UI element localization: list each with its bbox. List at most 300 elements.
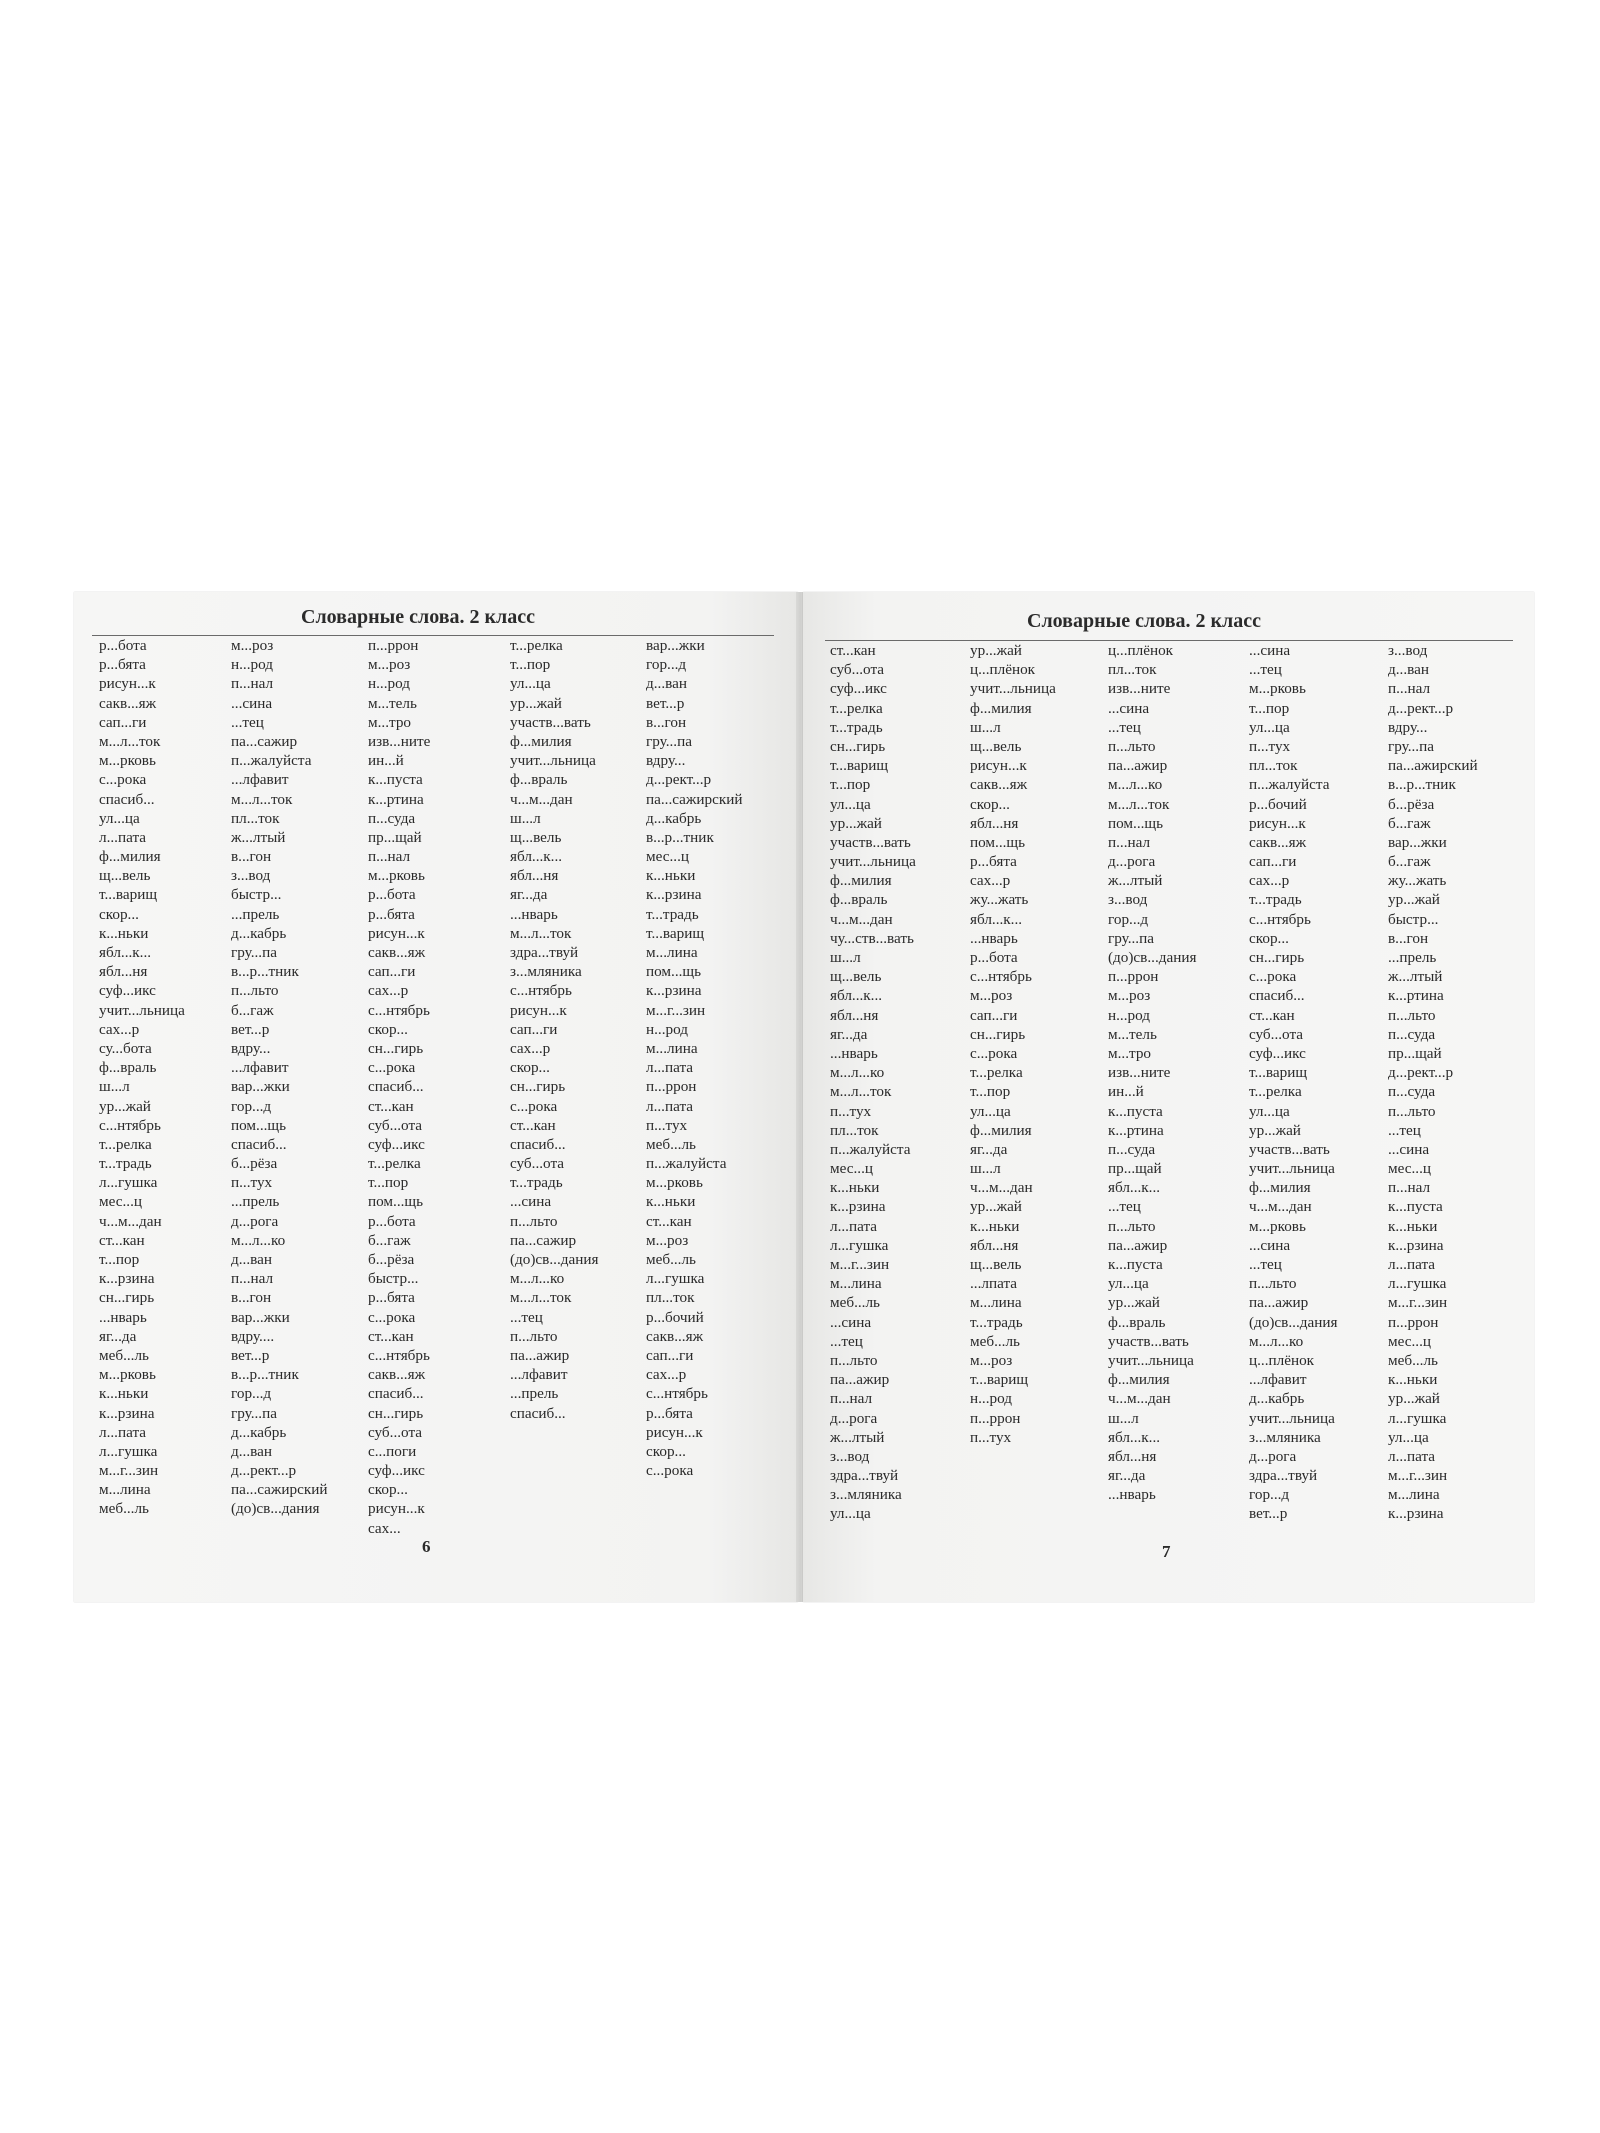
vocabulary-word: ябл...ня (510, 867, 559, 885)
vocabulary-word: м...лина (1388, 1486, 1440, 1504)
vocabulary-word: п...льто (510, 1327, 558, 1345)
vocabulary-word: рисун...к (99, 675, 156, 693)
vocabulary-word: сакв...яж (368, 944, 426, 961)
vocabulary-word: ...тец (830, 1332, 863, 1350)
vocabulary-word: п...льто (1108, 1217, 1156, 1235)
vocabulary-word: к...пуста (1108, 1102, 1163, 1120)
vocabulary-word: ур...жай (1249, 1121, 1301, 1139)
vocabulary-word: ф...милия (1249, 1179, 1311, 1197)
vocabulary-word: учит...льница (1249, 1160, 1335, 1178)
vocabulary-word: учит...льница (970, 680, 1056, 698)
vocabulary-word: ч...м...дан (970, 1179, 1033, 1197)
vocabulary-word: м...роз (646, 1231, 689, 1249)
left-page (74, 592, 798, 1602)
vocabulary-word: ябл...к... (1108, 1428, 1161, 1446)
vocabulary-word: ...тец (1249, 1256, 1282, 1273)
vocabulary-word: изв...ните (1108, 680, 1171, 698)
vocabulary-word: щ...вель (830, 968, 882, 986)
vocabulary-word: пом...щь (231, 1116, 287, 1134)
vocabulary-word: с...нтябрь (368, 1346, 430, 1364)
vocabulary-word: к...ртина (1108, 1121, 1164, 1139)
vocabulary-word: ш...л (830, 949, 861, 966)
vocabulary-word: л...гушка (1388, 1409, 1447, 1427)
vocabulary-word: сн...гирь (1249, 949, 1305, 966)
vocabulary-word: пр...щай (1388, 1044, 1442, 1062)
vocabulary-word: з...вод (231, 867, 271, 885)
right-page (803, 592, 1534, 1602)
vocabulary-word: па...ажир (1249, 1294, 1309, 1312)
vocabulary-word: ш...л (99, 1078, 130, 1096)
vocabulary-word: п...тух (830, 1102, 872, 1120)
word-column-4 (510, 636, 598, 1423)
vocabulary-word: м...тель (368, 694, 417, 712)
vocabulary-word: здра...твуй (510, 944, 579, 961)
vocabulary-word: щ...вель (510, 828, 562, 846)
vocabulary-word: гор...д (646, 656, 687, 674)
vocabulary-word: здра...твуй (1249, 1467, 1318, 1485)
vocabulary-word: сап...ги (99, 713, 147, 731)
vocabulary-word: вдру... (646, 752, 686, 770)
vocabulary-word: д...ван (646, 675, 687, 693)
vocabulary-word: ф...враль (510, 771, 568, 789)
vocabulary-word: ...тец (1249, 661, 1282, 679)
vocabulary-word: р...бочий (1249, 795, 1307, 813)
open-workbook-spread (74, 592, 1534, 1602)
vocabulary-word: ин...й (368, 752, 404, 770)
vocabulary-word: л...пата (830, 1217, 878, 1235)
vocabulary-word: л...гушка (646, 1270, 705, 1288)
page-title: Словарные слова. 2 класс (301, 606, 536, 628)
vocabulary-word: п...ррон (368, 637, 419, 654)
vocabulary-word: п...льто (1108, 737, 1156, 755)
vocabulary-word: п...нал (231, 675, 274, 693)
vocabulary-word: д...кабрь (646, 809, 702, 827)
vocabulary-word: ч...м...дан (1249, 1198, 1312, 1216)
vocabulary-word: вдру... (1388, 718, 1428, 736)
vocabulary-word: ...нварь (510, 905, 558, 923)
vocabulary-word: меб...ль (99, 1500, 149, 1518)
vocabulary-word: к...рзина (830, 1198, 886, 1216)
vocabulary-word: щ...вель (970, 1256, 1022, 1273)
vocabulary-word: н...род (231, 656, 273, 674)
vocabulary-word: ...тец (231, 713, 264, 731)
vocabulary-word: т...пор (368, 1174, 409, 1192)
vocabulary-word: р...бята (646, 1404, 693, 1422)
vocabulary-word: ин...й (1108, 1083, 1144, 1101)
vocabulary-word: м...лина (970, 1294, 1022, 1312)
vocabulary-word: р...бята (99, 656, 146, 674)
vocabulary-word: т...релка (830, 699, 883, 717)
vocabulary-word: ул...ца (1249, 1102, 1290, 1120)
vocabulary-word: пл...ток (1249, 757, 1298, 775)
vocabulary-word: ф...враль (99, 1059, 157, 1077)
vocabulary-word: ябл...ня (99, 963, 148, 981)
vocabulary-word: яг...да (510, 886, 548, 904)
vocabulary-word: ул...ца (970, 1102, 1011, 1120)
word-column-1 (99, 636, 185, 1519)
vocabulary-word: скор... (368, 1020, 408, 1038)
vocabulary-word: сап...ги (970, 1006, 1018, 1024)
vocabulary-word: ...прель (231, 905, 280, 923)
vocabulary-word: ш...л (970, 1160, 1001, 1178)
vocabulary-word: мес...ц (1388, 1160, 1431, 1178)
vocabulary-word: вар...жки (231, 1308, 290, 1326)
vocabulary-word: яг...да (1108, 1467, 1146, 1485)
vocabulary-word: скор... (510, 1059, 550, 1077)
vocabulary-word: т...релка (970, 1064, 1023, 1082)
vocabulary-word: п...суда (1388, 1025, 1436, 1043)
vocabulary-word: суф...икс (1249, 1044, 1306, 1062)
vocabulary-word: м...л...ко (830, 1064, 885, 1082)
vocabulary-word: ябл...к... (970, 910, 1023, 928)
vocabulary-word: меб...ль (646, 1135, 696, 1153)
vocabulary-word: сах...р (970, 872, 1011, 890)
vocabulary-word: ур...жай (1388, 891, 1440, 909)
vocabulary-word: ябл...к... (830, 987, 883, 1005)
vocabulary-word: к...ньки (1388, 1217, 1438, 1235)
vocabulary-word: м...лина (646, 1039, 698, 1057)
vocabulary-word: сакв...яж (970, 776, 1028, 794)
vocabulary-word: гор...д (1108, 910, 1149, 928)
vocabulary-word: к...рзина (1388, 1236, 1444, 1254)
vocabulary-word: яг...да (970, 1140, 1008, 1158)
vocabulary-word: з...мляника (510, 963, 582, 981)
vocabulary-word: ф...враль (1108, 1313, 1166, 1331)
vocabulary-word: спасиб... (510, 1404, 566, 1422)
word-column-3 (1108, 641, 1196, 1504)
vocabulary-word: ур...жай (99, 1097, 151, 1115)
vocabulary-word: т...пор (510, 656, 551, 674)
vocabulary-word: д...кабрь (231, 924, 287, 942)
vocabulary-word: спасиб... (368, 1078, 424, 1096)
vocabulary-word: м...рковь (1249, 680, 1306, 698)
vocabulary-word: ц...плёнок (1249, 1351, 1315, 1369)
vocabulary-word: б...рёза (368, 1251, 415, 1268)
vocabulary-word: т...релка (99, 1135, 152, 1153)
vocabulary-word: ул...ца (1108, 1275, 1149, 1293)
vocabulary-word: д...рога (1108, 853, 1156, 871)
vocabulary-word: б...гаж (1388, 814, 1431, 832)
vocabulary-word: суф...икс (830, 680, 887, 698)
vocabulary-word: з...вод (830, 1447, 870, 1465)
vocabulary-word: рисун...к (970, 757, 1027, 775)
vocabulary-word: с...нтябрь (99, 1116, 161, 1134)
vocabulary-word: т...релка (1249, 1083, 1302, 1101)
vocabulary-word: п...нал (368, 848, 411, 866)
vocabulary-word: сах...р (368, 982, 409, 1000)
vocabulary-word: д...рога (830, 1409, 878, 1427)
vocabulary-word: п...ррон (646, 1078, 697, 1096)
vocabulary-word: вет...р (646, 694, 685, 712)
vocabulary-word: к...ньки (646, 1193, 696, 1211)
vocabulary-word: спасиб... (231, 1135, 287, 1153)
vocabulary-word: па...ажирский (1388, 757, 1478, 775)
vocabulary-word: п...льто (1388, 1006, 1436, 1024)
vocabulary-word: ...нварь (970, 929, 1018, 947)
vocabulary-word: к...ньки (830, 1179, 880, 1197)
vocabulary-word: с...рока (368, 1308, 416, 1326)
vocabulary-word: пом...щь (368, 1193, 424, 1211)
vocabulary-word: ж...лтый (1108, 872, 1163, 890)
vocabulary-word: б...рёза (1388, 795, 1435, 813)
vocabulary-word: ...тец (1108, 718, 1141, 736)
vocabulary-word: ...нварь (1108, 1486, 1156, 1504)
vocabulary-word: сн...гирь (368, 1039, 424, 1057)
vocabulary-word: ст...кан (510, 1116, 556, 1134)
vocabulary-word: м...роз (970, 1351, 1013, 1369)
vocabulary-word: вет...р (231, 1346, 270, 1364)
vocabulary-word: м...роз (368, 656, 411, 674)
vocabulary-word: пом...щь (970, 833, 1026, 851)
vocabulary-word: т...пор (1249, 699, 1290, 717)
vocabulary-word: п...жалуйста (646, 1155, 727, 1173)
vocabulary-word: м...л...ко (1108, 776, 1163, 794)
vocabulary-word: гру...па (231, 944, 277, 961)
vocabulary-word: р...бята (970, 853, 1017, 871)
vocabulary-word: здра...твуй (830, 1467, 899, 1485)
vocabulary-word: п...льто (830, 1351, 878, 1369)
vocabulary-word: п...ррон (1108, 968, 1159, 986)
vocabulary-word: д...кабрь (1249, 1390, 1305, 1408)
vocabulary-word: быстр... (1388, 910, 1439, 928)
vocabulary-word: п...суда (1388, 1083, 1436, 1101)
vocabulary-word: ябл...ня (970, 814, 1019, 832)
vocabulary-word: скор... (368, 1481, 408, 1499)
vocabulary-word: ул...ца (830, 795, 871, 813)
vocabulary-word: п...нал (1388, 680, 1431, 698)
vocabulary-word: па...ажир (1108, 757, 1168, 775)
vocabulary-word: ...лфавит (1249, 1371, 1307, 1389)
vocabulary-word: к...пуста (1108, 1256, 1163, 1273)
vocabulary-word: сакв...яж (99, 694, 157, 712)
vocabulary-word: пл...ток (830, 1121, 879, 1139)
word-column-1 (830, 641, 916, 1524)
vocabulary-word: к...рзина (99, 1270, 155, 1288)
vocabulary-word: м...г...зин (830, 1256, 890, 1273)
vocabulary-word: к...пуста (1388, 1198, 1443, 1216)
vocabulary-word: м...л...ток (231, 790, 293, 808)
vocabulary-word: м...тро (368, 713, 412, 731)
vocabulary-word: ...сина (1108, 699, 1150, 717)
vocabulary-word: к...ньки (1388, 1371, 1438, 1389)
vocabulary-word: п...ррон (970, 1409, 1021, 1427)
vocabulary-word: гру...па (231, 1404, 277, 1422)
vocabulary-word: т...варищ (830, 757, 889, 775)
vocabulary-word: д...рога (231, 1212, 279, 1230)
vocabulary-word: к...ньки (646, 867, 696, 885)
vocabulary-word: м...лина (830, 1275, 882, 1293)
vocabulary-word: пр...щай (1108, 1160, 1162, 1178)
vocabulary-word: р...бочий (646, 1308, 704, 1326)
vocabulary-word: гру...па (646, 732, 692, 750)
vocabulary-word: чу...ств...вать (830, 929, 914, 947)
vocabulary-word: ш...л (970, 718, 1001, 736)
vocabulary-word: з...вод (1388, 642, 1428, 659)
vocabulary-word: в...р...тник (231, 1366, 299, 1384)
vocabulary-word: б...гаж (231, 1001, 274, 1019)
vocabulary-word: з...мляника (1249, 1428, 1321, 1446)
vocabulary-word: рисун...к (510, 1001, 567, 1019)
vocabulary-word: щ...вель (970, 737, 1022, 755)
vocabulary-word: ст...кан (368, 1097, 414, 1115)
vocabulary-word: п...тух (231, 1174, 273, 1192)
vocabulary-word: с...рока (368, 1059, 416, 1077)
vocabulary-word: б...гаж (1388, 853, 1431, 871)
vocabulary-word: м...л...ток (1108, 795, 1170, 813)
vocabulary-word: (до)св...дания (1249, 1313, 1338, 1331)
vocabulary-word: м...тро (1108, 1044, 1152, 1062)
vocabulary-word: м...лина (99, 1481, 151, 1499)
vocabulary-word: сап...ги (646, 1346, 694, 1364)
vocabulary-word: пл...ток (646, 1289, 695, 1307)
vocabulary-word: т...традь (970, 1313, 1023, 1331)
vocabulary-word: меб...ль (1388, 1351, 1438, 1369)
vocabulary-word: л...пата (99, 828, 147, 846)
vocabulary-word: ...тец (510, 1308, 543, 1326)
vocabulary-word: к...ртина (1388, 987, 1444, 1005)
vocabulary-word: изв...ните (1108, 1064, 1171, 1082)
vocabulary-word: п...льто (510, 1212, 558, 1230)
vocabulary-word: л...гушка (99, 1442, 158, 1460)
vocabulary-word: пом...щь (646, 963, 702, 981)
word-column-2 (970, 641, 1056, 1447)
vocabulary-word: к...ньки (99, 1385, 149, 1403)
vocabulary-word: ябл...к... (1108, 1179, 1161, 1197)
vocabulary-word: учит...льница (99, 1001, 185, 1019)
vocabulary-word: скор... (646, 1442, 686, 1460)
vocabulary-word: ул...ца (99, 809, 140, 827)
vocabulary-word: с...нтябрь (368, 1001, 430, 1019)
vocabulary-word: мес...ц (1388, 1332, 1431, 1350)
vocabulary-word: ...прель (231, 1193, 280, 1211)
vocabulary-word: д...ван (231, 1442, 272, 1460)
vocabulary-word: меб...ль (646, 1251, 696, 1268)
vocabulary-word: м...тель (1108, 1025, 1157, 1043)
vocabulary-word: вет...р (1249, 1505, 1288, 1523)
vocabulary-word: па...ажир (1108, 1236, 1168, 1254)
vocabulary-word: с...рока (99, 771, 147, 789)
vocabulary-word: ...сина (1249, 642, 1291, 659)
vocabulary-word: сап...ги (368, 963, 416, 981)
vocabulary-word: т...варищ (1249, 1064, 1308, 1082)
vocabulary-word: па...сажир (510, 1231, 577, 1249)
vocabulary-word: л...пата (646, 1097, 694, 1115)
vocabulary-word: к...рзина (1388, 1505, 1444, 1523)
vocabulary-word: ур...жай (970, 1198, 1022, 1216)
vocabulary-word: пл...ток (231, 809, 280, 827)
vocabulary-word: сн...гирь (510, 1078, 566, 1096)
vocabulary-word: п...жалуйста (830, 1140, 911, 1158)
vocabulary-word: ч...м...дан (510, 790, 573, 808)
vocabulary-word: м...л...ко (231, 1231, 286, 1249)
vocabulary-word: ...нварь (830, 1044, 878, 1062)
vocabulary-word: ...нварь (99, 1308, 147, 1326)
vocabulary-word: скор... (970, 795, 1010, 813)
vocabulary-word: к...ньки (970, 1217, 1020, 1235)
vocabulary-word: ч...м...дан (1108, 1390, 1171, 1408)
vocabulary-word: в...гон (231, 848, 272, 866)
vocabulary-word: с...рока (510, 1097, 558, 1115)
vocabulary-word: л...пата (1388, 1447, 1436, 1465)
vocabulary-word: м...роз (231, 637, 274, 654)
vocabulary-word: т...пор (830, 776, 871, 794)
vocabulary-word: суб...ота (510, 1155, 565, 1173)
vocabulary-word: ябл...ня (970, 1236, 1019, 1254)
vocabulary-word: щ...вель (99, 867, 151, 885)
vocabulary-word: м...рковь (99, 1366, 156, 1384)
vocabulary-word: быстр... (368, 1270, 419, 1288)
vocabulary-word: м...роз (1108, 987, 1151, 1005)
vocabulary-word: суф...икс (368, 1462, 425, 1480)
vocabulary-word: ...сина (830, 1313, 872, 1331)
vocabulary-word: (до)св...дания (510, 1251, 599, 1268)
vocabulary-word: т...традь (99, 1155, 152, 1173)
vocabulary-word: п...жалуйста (1249, 776, 1330, 794)
vocabulary-word: сакв...яж (368, 1366, 426, 1384)
vocabulary-word: м...л...ток (510, 1289, 572, 1307)
vocabulary-word: вар...жки (646, 637, 705, 654)
vocabulary-word: мес...ц (99, 1193, 142, 1211)
vocabulary-word: па...сажирский (646, 790, 743, 808)
vocabulary-word: м...рковь (1249, 1217, 1306, 1235)
vocabulary-word: па...сажир (231, 732, 298, 750)
vocabulary-word: ...прель (510, 1385, 559, 1403)
vocabulary-word: жу...жать (970, 891, 1029, 909)
word-column-3 (368, 636, 430, 1538)
vocabulary-word: ц...плёнок (1108, 642, 1174, 659)
vocabulary-word: с...нтябрь (510, 982, 572, 1000)
vocabulary-word: ур...жай (510, 694, 562, 712)
vocabulary-word: т...пор (970, 1083, 1011, 1101)
vocabulary-word: па...сажирский (231, 1481, 328, 1499)
vocabulary-word: ябл...к... (510, 848, 563, 866)
vocabulary-word: ж...лтый (1388, 968, 1443, 986)
vocabulary-word: вдру.... (231, 1327, 275, 1345)
vocabulary-word: суб...ота (368, 1423, 423, 1441)
vocabulary-word: ур...жай (830, 814, 882, 832)
vocabulary-word: м...г...зин (99, 1462, 159, 1480)
vocabulary-word: ...лпата (970, 1275, 1018, 1293)
page-number: 6 (422, 1537, 431, 1556)
vocabulary-word: жу...жать (1388, 872, 1447, 890)
vocabulary-word: м...г...зин (1388, 1294, 1448, 1312)
vocabulary-word: р...бята (368, 1289, 415, 1307)
vocabulary-word: ф...милия (510, 732, 572, 750)
vocabulary-word: пл...ток (1108, 661, 1157, 679)
vocabulary-word: к...рзина (646, 982, 702, 1000)
vocabulary-word: в...гон (1388, 929, 1429, 947)
vocabulary-word: ст...кан (99, 1231, 145, 1249)
vocabulary-word: н...род (368, 675, 410, 693)
vocabulary-word: яг...да (830, 1025, 868, 1043)
vocabulary-word: т...пор (99, 1251, 140, 1268)
vocabulary-word: меб...ль (99, 1346, 149, 1364)
vocabulary-word: суф...икс (99, 982, 156, 1000)
vocabulary-word: ш...л (1108, 1409, 1139, 1427)
vocabulary-word: ф...милия (970, 1121, 1032, 1139)
vocabulary-word: м...л...ко (510, 1270, 565, 1288)
vocabulary-word: в...р...тник (1388, 776, 1456, 794)
vocabulary-word: ул...ца (1249, 718, 1290, 736)
vocabulary-word: т...релка (368, 1155, 421, 1173)
vocabulary-word: рисун...к (646, 1423, 703, 1441)
vocabulary-word: м...л...ко (1249, 1332, 1304, 1350)
vocabulary-word: м...л...ток (510, 924, 572, 942)
vocabulary-word: ч...м...дан (830, 910, 893, 928)
vocabulary-word: з...вод (1108, 891, 1148, 909)
vocabulary-word: д...рект...р (1388, 1064, 1454, 1082)
vocabulary-word: участв...вать (1249, 1140, 1330, 1158)
